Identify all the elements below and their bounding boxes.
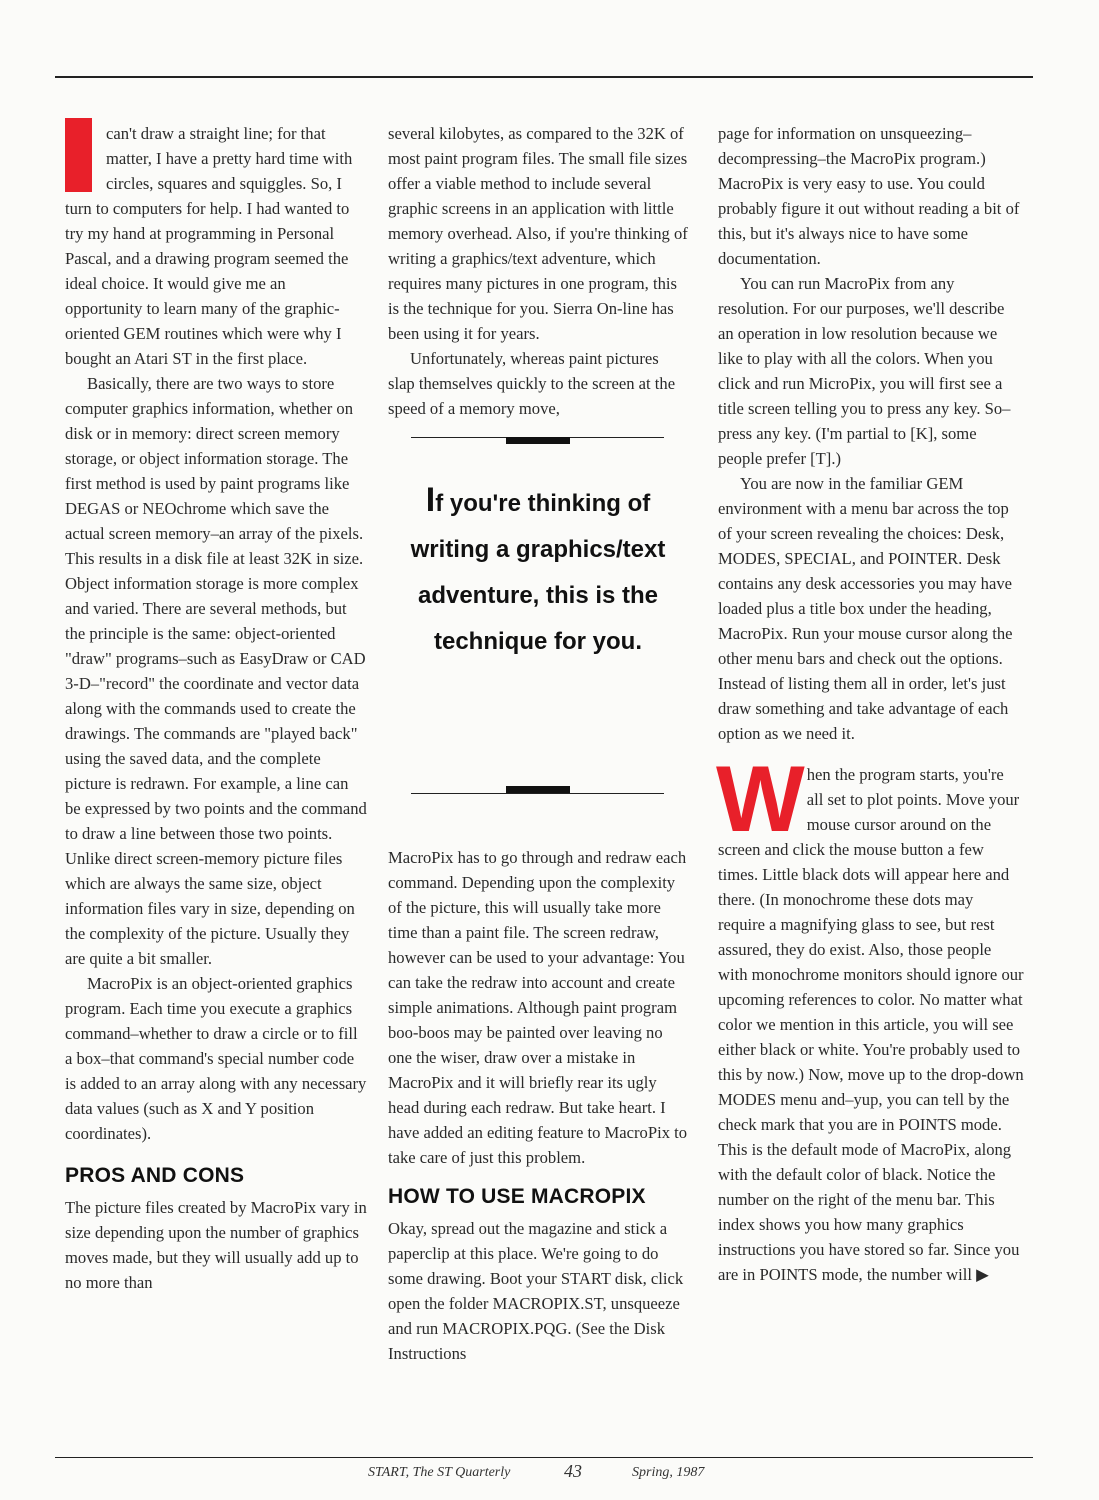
pull-quote-initial: I	[425, 481, 436, 519]
drop-cap-i	[65, 118, 92, 192]
top-rule	[55, 76, 1033, 78]
bottom-rule	[55, 1457, 1033, 1458]
paragraph-macropix-object: MacroPix is an object-oriented graphics program. Each time you execute a graphics command–whether to draw a circle or to fill a box–that command's special number code is added to an array along with any necessary data values (such as X and Y position coordinates).	[65, 974, 367, 1143]
paragraph-gem-environment: You are now in the familiar GEM environment with a menu bar across the top of your screen revealing the choices: Desk, MODES, SPECIAL, and POINTER. Desk contains any desk accessories you may have loaded plus a title box under the heading, MacroPix. Run your mouse cursor along the other menu bars and check out the options. Instead of listing them all in order, let's just draw something and take advantage of each option as we need it.	[718, 474, 1013, 743]
pull-quote	[388, 435, 688, 835]
pull-quote-body: f you're thinking of writing a graphics/text adventure, this is the technique for you.	[410, 490, 666, 655]
column-2	[388, 121, 688, 1366]
paragraph-resolution: You can run MacroPix from any resolution. For our purposes, we'll describe an operation in low resolution because we like to play with all the colors. When you click and run MicroPix, you will first see a title screen telling you to press any key. So–press any key. (I'm partial to [K], some people prefer [T].)	[718, 274, 1011, 468]
column-3	[718, 121, 1024, 1287]
pull-quote-bottom-tab	[506, 786, 570, 793]
intro-text: can't draw a straight line; for that matter, I have a pretty hard time with circles, squares and squiggles. So, I turn to computers for help. I had wanted to try my hand at programming in Personal Pascal, and a drawing program seemed the ideal choice. It would give me an opportunity to learn many of the graphic-oriented GEM routines which were why I bought an Atari ST in the first place.	[65, 124, 353, 368]
heading-how-to-use: HOW TO USE MACROPIX	[388, 1185, 646, 1208]
program-starts-text: hen the program starts, you're all set to plot points. Move your mouse cursor around on the screen and click the mouse button a few times. Little black dots will appear here and there. (In monochrome these dots may require a magnifying glass to see, but rest assured, they do exist. Also, those people with monochrome monitors should ignore our upcoming references to color. No matter what color we mention in this article, you will see either black or white. You're probably used to this by now.) Now, move up to the drop-down MODES menu and–yup, you can tell by the check mark that you are in POINTS mode. This is the default mode of MacroPix, along with the default color of black. Notice the number on the right of the menu bar. This index shows you how many graphics instructions you have stored so far. Since you are in POINTS mode, the number will	[718, 765, 1024, 1284]
paragraph-okay: Okay, spread out the magazine and stick a paperclip at this place. We're going to do some drawing. Boot your START disk, click open the folder MACROPIX.ST, unsqueeze and run MACROPIX.PQG. (See the Disk Instructions	[388, 1219, 684, 1363]
heading-pros-cons: PROS AND CONS	[65, 1164, 245, 1187]
paragraph-file-sizes: The picture files created by MacroPix vary in size depending upon the number of graphics moves made, but they will usually add up to no more than	[65, 1198, 367, 1292]
paragraph-unfortunately: Unfortunately, whereas paint pictures slap themselves quickly to the screen at the speed of a memory move,	[388, 349, 676, 418]
pull-quote-bottom-rule	[411, 793, 664, 794]
paragraph-unsqueezing: page for information on unsqueezing–decompressing–the MacroPix program.) MacroPix is very easy to use. You could probably figure it out without reading a bit of this, but it's always nice to have some documentation.	[718, 124, 1020, 268]
drop-cap-w: W	[716, 746, 801, 851]
footer-magazine: START, The ST Quarterly	[368, 1465, 511, 1480]
column-1	[65, 121, 367, 1295]
paragraph-kilobytes: several kilobytes, as compared to the 32K of most paint program files. The small file sizes offer a viable method to include several graphic screens in an application with little memory overhead. Also, if you're thinking of writing a graphics/text adventure, which requires many pictures in one program, this is the technique for you. Sierra On-line has been using it for years.	[388, 124, 688, 343]
pull-quote-top-tab	[506, 437, 570, 444]
pull-quote-text	[388, 477, 688, 665]
continue-arrow-icon: ▶	[976, 1265, 989, 1284]
paragraph-program-starts	[716, 746, 1024, 1287]
footer-issue: Spring, 1987	[632, 1465, 705, 1480]
paragraph-redraw: MacroPix has to go through and redraw each command. Depending upon the complexity of the picture, this will usually take more time than a paint file. The screen redraw, however can be used to your advantage: You can take the redraw into account and create simple animations. Although paint program boo-boos may be painted over leaving no one the wiser, draw over a mistake in MacroPix and it will briefly rear its ugly head during each redraw. But take heart. I have added an editing feature to MacroPix to take care of just this problem.	[388, 848, 688, 1167]
page-number: 43	[564, 1461, 582, 1481]
intro-paragraph	[65, 121, 367, 371]
paragraph-storage-methods: Basically, there are two ways to store computer graphics information, whether on disk or in memory: direct screen memory storage, or object information storage. The first method is used by paint programs like DEGAS or NEOchrome which save the actual screen memory–an array of the pixels. This results in a disk file at least 32K in size. Object information storage is more complex and varied. There are several methods, but the principle is the same: object-oriented "draw" programs–such as EasyDraw or CAD 3-D–"record" the coordinate and vector data along with the commands used to create the drawings. The commands are "played back" using the saved data, and the complete picture is redrawn. For example, a line can be expressed by two points and the command to draw a line between those two points. Unlike direct screen-memory picture files which are always the same size, object information files vary in size, depending on the complexity of the picture. Usually they are quite a bit smaller.	[65, 374, 367, 968]
